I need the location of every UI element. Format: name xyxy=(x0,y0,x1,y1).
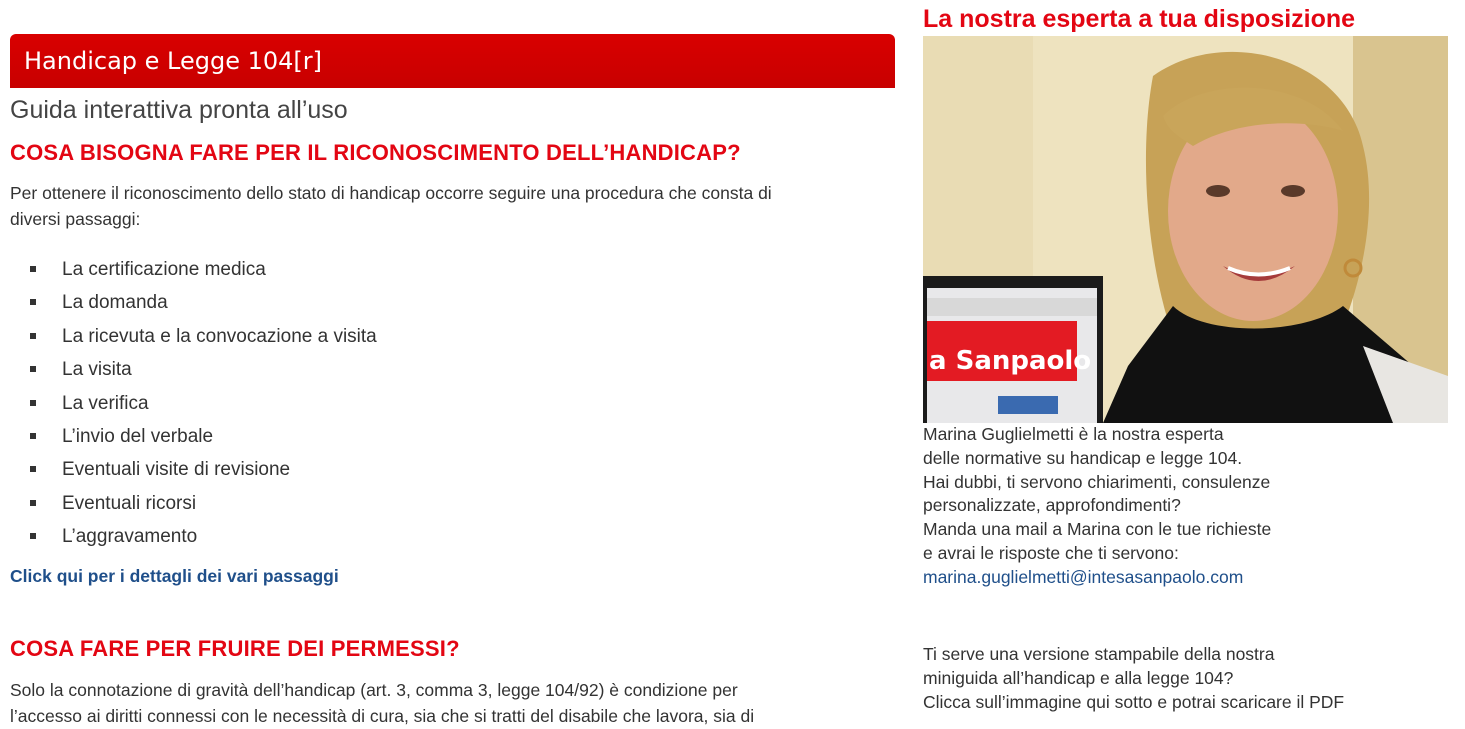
step-label: La certificazione medica xyxy=(62,259,266,280)
list-item xyxy=(10,525,377,558)
bio-line: delle normative su handicap e legge 104. xyxy=(923,447,1243,468)
step-label: Eventuali ricorsi xyxy=(62,492,197,514)
bio-line: personalizzate, approfondimenti? xyxy=(923,495,1181,516)
expert-photo xyxy=(923,36,1448,423)
print-line: miniguida all’handicap e alla legge 104? xyxy=(923,667,1234,688)
bio-line: Marina Guglielmetti è la nostra esperta xyxy=(923,424,1224,444)
list-item xyxy=(10,358,377,391)
section1-intro-line2: diversi passaggi: xyxy=(10,209,141,229)
bullet-icon xyxy=(30,433,36,439)
steps-list xyxy=(10,258,377,559)
bio-line: e avrai le risposte che ti servono: xyxy=(923,542,1179,563)
list-item xyxy=(10,258,377,291)
photo-screen-text: a Sanpaolo xyxy=(929,346,1092,376)
sidebar-title: La nostra esperta a tua disposizione xyxy=(923,5,1356,33)
page-banner-title: Handicap e Legge 104[r] xyxy=(10,34,895,88)
section2-heading: COSA FARE PER FRUIRE DEI PERMESSI? xyxy=(10,636,460,661)
bullet-icon xyxy=(30,299,36,305)
section1-intro xyxy=(10,180,880,232)
step-label: Eventuali visite di revisione xyxy=(62,459,291,481)
step-label: La domanda xyxy=(62,292,168,314)
step-label: La verifica xyxy=(62,392,149,414)
bullet-icon xyxy=(30,366,36,372)
step-label: La ricevuta e la convocazione a visita xyxy=(62,325,377,347)
page-subtitle: Guida interattiva pronta all’uso xyxy=(10,96,348,124)
list-item xyxy=(10,458,377,491)
bullet-icon xyxy=(30,400,36,406)
bio-line: Manda una mail a Marina con le tue richieste xyxy=(923,519,1272,540)
section2-text-line1: Solo la connotazione di gravità dell’handicap (art. 3, comma 3, legge 104/92) è condizione per xyxy=(10,680,738,700)
main-content xyxy=(10,34,895,726)
expert-photo-illustration xyxy=(923,36,1448,423)
bullet-icon xyxy=(30,533,36,539)
bullet-icon xyxy=(30,500,36,506)
email-link[interactable]: marina.guglielmetti@intesasanpaolo.com xyxy=(923,566,1244,587)
step-label: La visita xyxy=(62,359,132,381)
print-line: Ti serve una versione stampabile della nostra xyxy=(923,644,1275,664)
section2-text-line2: l’accesso ai diritti connessi con le necessità di cura, sia che si tratti del disabile che lavora, sia di xyxy=(10,706,755,726)
list-item xyxy=(10,425,377,458)
list-item xyxy=(10,325,377,358)
step-label: L’aggravamento xyxy=(62,526,198,548)
list-item xyxy=(10,392,377,425)
section2-text xyxy=(10,677,880,729)
expert-bio xyxy=(923,423,1271,590)
print-line: Clicca sull’immagine qui sotto e potrai scaricare il PDF xyxy=(923,691,1345,712)
list-item xyxy=(10,291,377,324)
details-link[interactable]: Click qui per i dettagli dei vari passaggi xyxy=(10,566,339,586)
print-version-info xyxy=(923,643,1344,714)
bullet-icon xyxy=(30,333,36,339)
section1-intro-line1: Per ottenere il riconoscimento dello stato di handicap occorre seguire una procedura che consta di xyxy=(10,183,772,203)
bullet-icon xyxy=(30,266,36,272)
bullet-icon xyxy=(30,466,36,472)
list-item xyxy=(10,492,377,525)
step-label: L’invio del verbale xyxy=(62,425,214,447)
section1-heading: COSA BISOGNA FARE PER IL RICONOSCIMENTO DELL’HANDICAP? xyxy=(10,140,741,165)
bio-line: Hai dubbi, ti servono chiarimenti, consulenze xyxy=(923,471,1271,492)
